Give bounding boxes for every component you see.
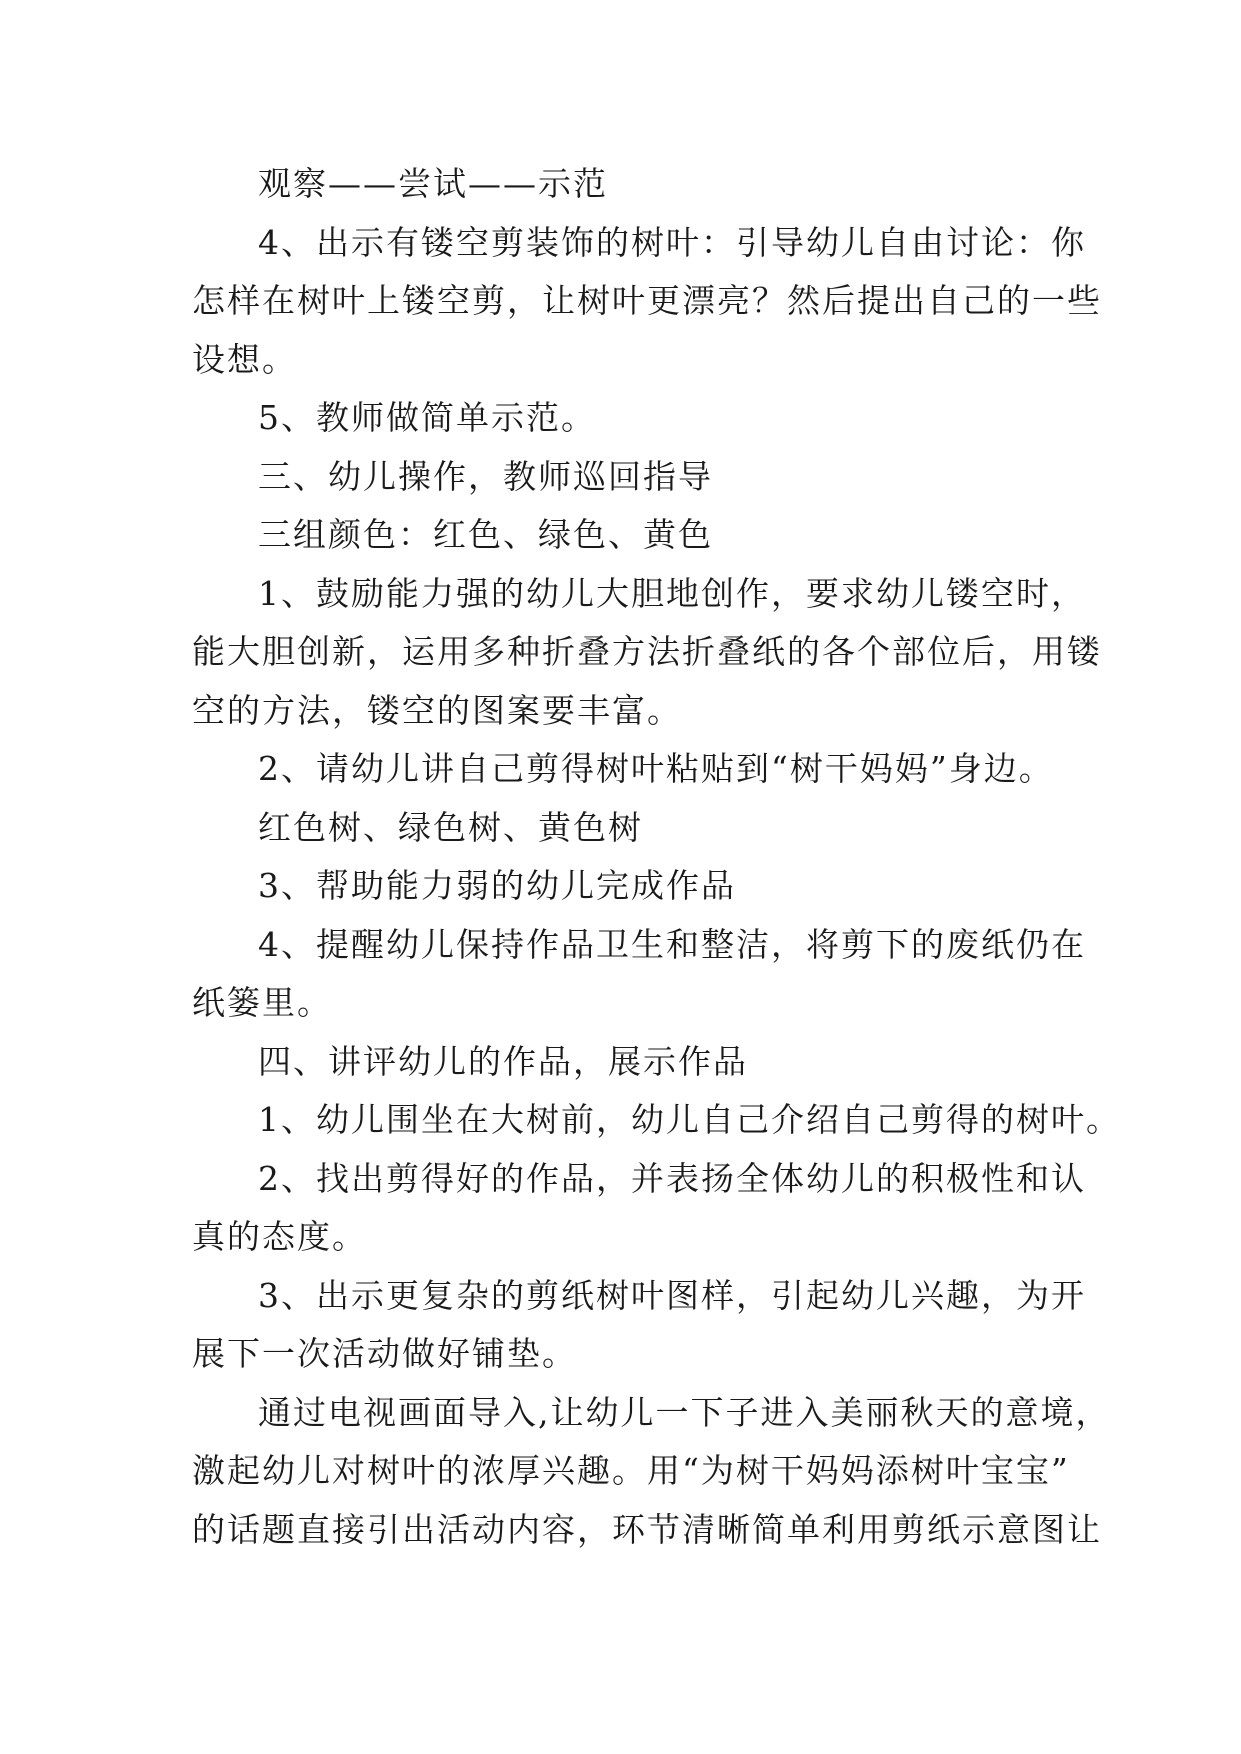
text-line: 5、教师做简单示范。 — [258, 398, 596, 437]
text-line: 三组颜色：红色、绿色、黄色 — [258, 515, 713, 554]
text-line: 4、提醒幼儿保持作品卫生和整洁，将剪下的废纸仍在 — [258, 924, 1086, 964]
text-line: 通过电视画面导入,让幼儿一下子进入美丽秋天的意境， — [258, 1392, 1111, 1432]
text-line: 展下一次活动做好铺垫。 — [192, 1334, 577, 1373]
text-line: 能大胆创新，运用多种折叠方法折叠纸的各个部位后，用镂 — [192, 632, 1102, 671]
text-line: 3、帮助能力弱的幼儿完成作品 — [258, 866, 736, 905]
text-line: 4、出示有镂空剪装饰的树叶：引导幼儿自由讨论：你 — [258, 222, 1086, 262]
document-body — [192, 155, 1121, 1559]
section-heading: 四、讲评幼儿的作品，展示作品 — [258, 1041, 748, 1081]
text-line: 2、请幼儿讲自己剪得树叶粘贴到“树干妈妈”身边。 — [258, 749, 1054, 788]
text-line: 3、出示更复杂的剪纸树叶图样，引起幼儿兴趣，为开 — [258, 1275, 1086, 1315]
text-line: 红色树、绿色树、黄色树 — [258, 807, 643, 847]
text-line: 1、幼儿围坐在大树前，幼儿自己介绍自己剪得的树叶。 — [258, 1100, 1121, 1139]
text-line: 空的方法，镂空的图案要丰富。 — [192, 690, 682, 730]
text-line: 设想。 — [192, 339, 297, 379]
text-line: 的话题直接引出活动内容，环节清晰简单利用剪纸示意图让 — [192, 1509, 1102, 1549]
text-line: 怎样在树叶上镂空剪，让树叶更漂亮？然后提出自己的一些 — [192, 281, 1102, 320]
text-line: 激起幼儿对树叶的浓厚兴趣。用“为树干妈妈添树叶宝宝” — [192, 1451, 1070, 1490]
text-line: 纸篓里。 — [192, 983, 332, 1022]
section-heading: 三、幼儿操作，教师巡回指导 — [258, 456, 713, 496]
text-line: 2、找出剪得好的作品，并表扬全体幼儿的积极性和认 — [258, 1158, 1086, 1198]
text-line: 真的态度。 — [192, 1217, 367, 1256]
text-line: 观察——尝试——示范 — [258, 164, 608, 203]
text-line: 1、鼓励能力强的幼儿大胆地创作，要求幼儿镂空时， — [258, 573, 1086, 613]
